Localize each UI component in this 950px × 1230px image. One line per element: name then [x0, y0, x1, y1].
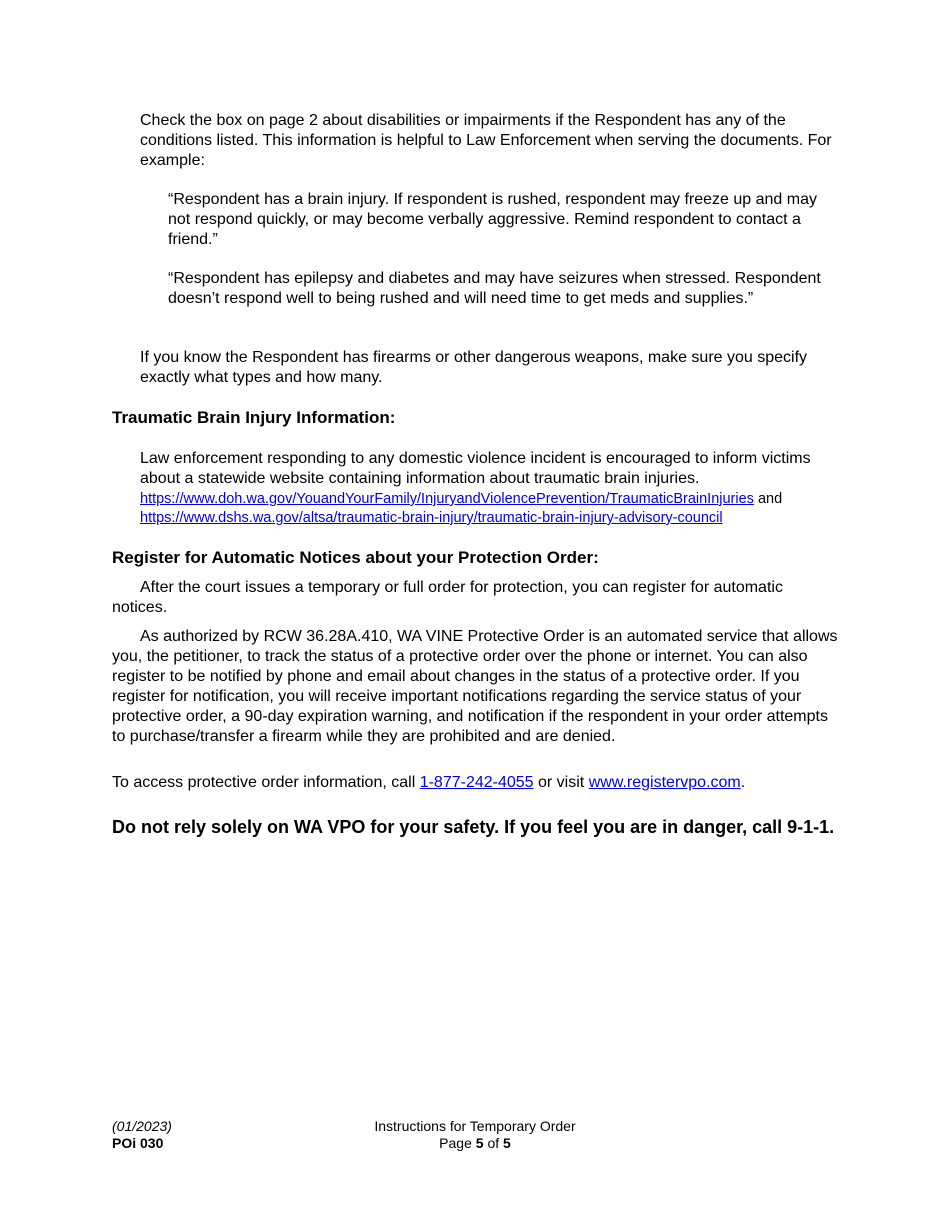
page-total: 5 — [503, 1135, 511, 1151]
of-word: of — [483, 1135, 504, 1151]
register-paragraph-2: As authorized by RCW 36.28A.410, WA VINE Protective Order is an automated service that allows you, the petitioner, to track the status of a protective order over the phone or internet. You can also register to be notified by phone and email about changes in the status of a protective order. If you register for notification, you will receive important notifications regarding the service status of your protective order, a 90-day expiration warning, and notification if the respondent in your order attempts to purchase/transfer a firearm while they are prohibited and are denied. — [112, 628, 838, 745]
example-quote-brain-injury: “Respondent has a brain injury. If respondent is rushed, respondent may freeze up and may not respond quickly, or may become verbally aggressive. Remind respondent to contact a friend.” — [168, 191, 817, 248]
example-quote-epilepsy: “Respondent has epilepsy and diabetes and may have seizures when stressed. Respondent doesn’t respond well to being rushed and will need time to get meds and supplies.” — [168, 270, 821, 307]
registervpo-link[interactable]: www.registervpo.com — [588, 774, 741, 791]
register-paragraph-1: After the court issues a temporary or full order for protection, you can register for automatic notices. — [112, 579, 783, 616]
access-suffix: . — [740, 774, 746, 791]
tbi-heading: Traumatic Brain Injury Information: — [112, 408, 396, 427]
tbi-links — [140, 490, 860, 528]
footer-page-info — [350, 1118, 600, 1152]
footer-form-code: POi 030 — [112, 1135, 164, 1151]
access-prefix: To access protective order information, call — [112, 774, 420, 791]
and-text: and — [753, 491, 783, 507]
phone-link[interactable]: 1-877-242-4055 — [419, 774, 534, 791]
access-info-paragraph — [112, 773, 842, 793]
footer-doc-title: Instructions for Temporary Order — [374, 1118, 576, 1134]
dshs-tbi-link[interactable]: https://www.dshs.wa.gov/altsa/traumatic-brain-injury/traumatic-brain-injury-advisory-council — [140, 510, 723, 526]
footer-page-number — [350, 1135, 600, 1152]
firearms-paragraph: If you know the Respondent has firearms or other dangerous weapons, make sure you specify exactly what types and how many. — [140, 349, 808, 386]
register-heading: Register for Automatic Notices about your Protection Order: — [112, 548, 599, 567]
tbi-paragraph: Law enforcement responding to any domestic violence incident is encouraged to inform victims about a statewide website containing information about traumatic brain injuries. — [140, 450, 811, 487]
footer-form-info — [112, 1118, 172, 1152]
page-current: 5 — [475, 1135, 484, 1151]
doh-tbi-link[interactable]: https://www.doh.wa.gov/YouandYourFamily/InjuryandViolencePrevention/TraumaticBrainInjuries — [140, 491, 754, 507]
page-word: Page — [439, 1135, 476, 1151]
footer-date: (01/2023) — [112, 1118, 172, 1134]
disability-paragraph: Check the box on page 2 about disabilities or impairments if the Respondent has any of the conditions listed. This information is helpful to Law Enforcement when serving the documents. For example: — [140, 112, 832, 169]
safety-warning: Do not rely solely on WA VPO for your safety. If you feel you are in danger, call 9-1-1. — [112, 817, 835, 837]
access-mid: or visit — [533, 774, 589, 791]
